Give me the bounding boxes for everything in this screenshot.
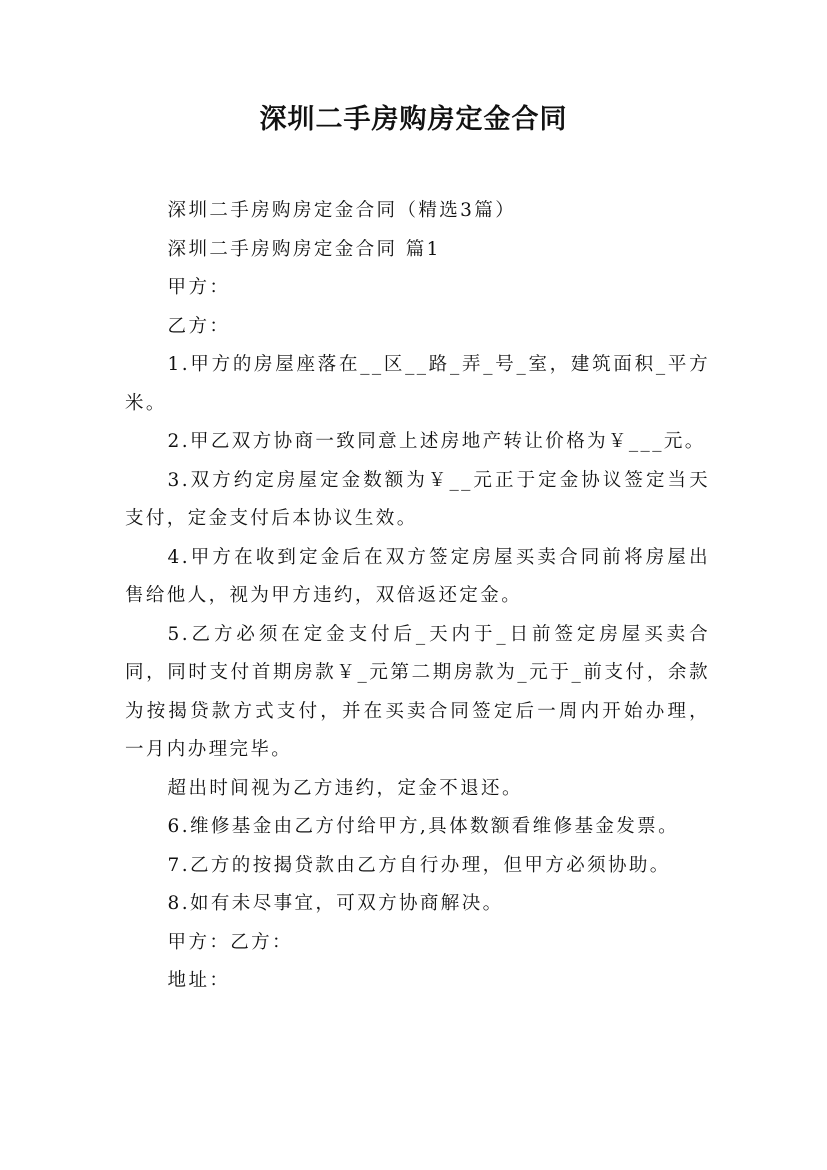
paragraph-subtitle: 深圳二手房购房定金合同（精选3篇）: [167, 200, 517, 221]
paragraph-clause-7: 7.乙方的按揭贷款由乙方自行办理，但甲方必须协助。: [167, 854, 671, 876]
paragraph-clause-5: 5.乙方必须在定金支付后_天内于_日前签定房屋买卖合同，同时支付首期房款￥_元第二期房款为_元于_前支付，余款为按揭贷款方式支付，并在买卖合同签定后一周内开始办理，一月内办理完毕。: [125, 623, 710, 760]
paragraph-clause-3: 3.双方约定房屋定金数额为￥__元正于定金协议签定当天支付，定金支付后本协议生效。: [125, 469, 710, 529]
paragraph-heading: 深圳二手房购房定金合同 篇1: [167, 238, 441, 260]
paragraph-overdue: 超出时间视为乙方违约，定金不退还。: [167, 777, 523, 799]
document-title: 深圳二手房购房定金合同: [259, 104, 568, 135]
paragraph-signatures: 甲方：乙方：: [167, 931, 293, 953]
paragraph-address: 地址：: [167, 970, 231, 991]
paragraph-clause-6: 6.维修基金由乙方付给甲方,具体数额看维修基金发票。: [167, 816, 679, 837]
paragraph-clause-4: 4.甲方在收到定金后在双方签定房屋买卖合同前将房屋出售给他人，视为甲方违约，双倍返还定金。: [125, 546, 710, 606]
document-body: [125, 192, 710, 1001]
paragraph-clause-8: 8.如有未尽事宜，可双方协商解决。: [167, 893, 504, 914]
paragraph-party-a: 甲方：: [167, 277, 231, 298]
paragraph-party-b: 乙方：: [167, 315, 231, 337]
paragraph-clause-1: 1.甲方的房屋座落在__区__路_弄_号_室，建筑面积_平方米。: [125, 354, 710, 414]
paragraph-clause-2: 2.甲乙双方协商一致同意上述房地产转让价格为￥___元。: [167, 431, 706, 452]
